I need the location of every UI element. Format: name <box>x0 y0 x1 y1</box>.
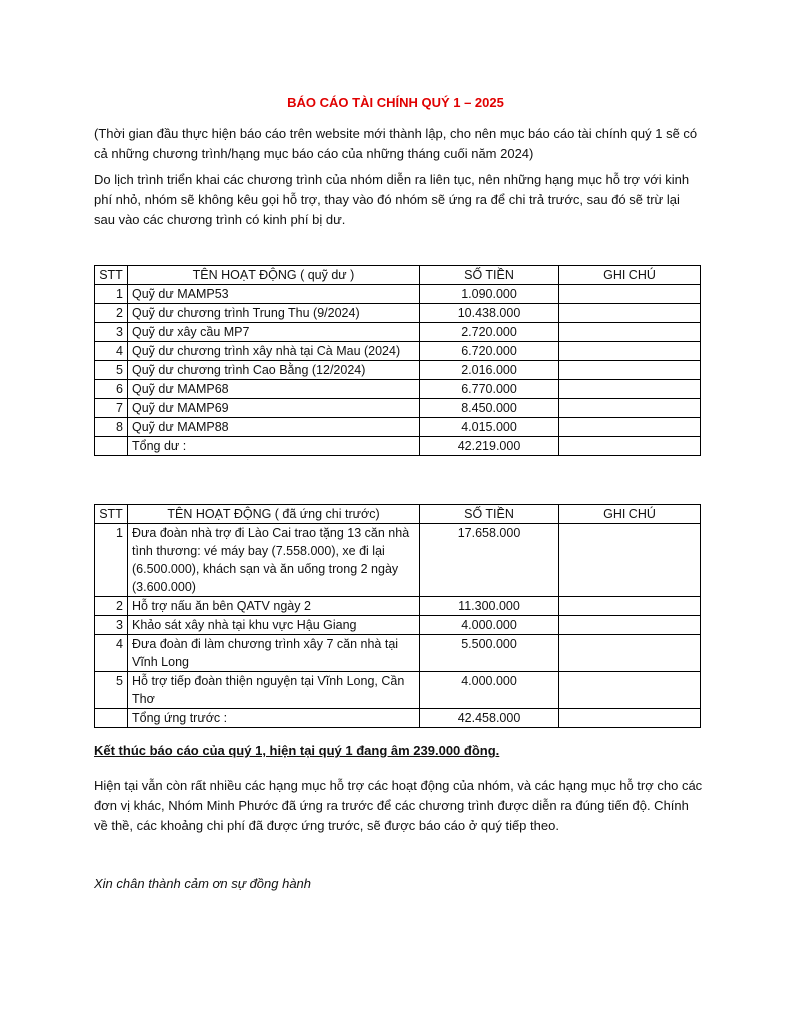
row-note <box>559 323 701 342</box>
total-amount: 42.458.000 <box>420 709 559 728</box>
row-note <box>559 285 701 304</box>
row-stt: 3 <box>95 616 128 635</box>
table-row <box>95 342 701 361</box>
table-header-row <box>95 505 701 524</box>
row-stt: 5 <box>95 672 128 709</box>
row-stt: 4 <box>95 635 128 672</box>
table-row <box>95 672 701 709</box>
row-note <box>559 361 701 380</box>
header-stt: STT <box>95 505 128 524</box>
table-row <box>95 399 701 418</box>
total-note <box>559 437 701 456</box>
table-row <box>95 323 701 342</box>
table-row <box>95 635 701 672</box>
row-amount: 6.720.000 <box>420 342 559 361</box>
row-note <box>559 418 701 437</box>
row-activity: Đưa đoàn nhà trợ đi Lào Cai trao tặng 13 căn nhà tình thương: vé máy bay (7.558.000), xe đi lại (6.500.000), khách sạn và ăn uống trong 2 ngày (3.600.000) <box>128 524 420 597</box>
surplus-table <box>94 265 701 456</box>
total-amount: 42.219.000 <box>420 437 559 456</box>
intro-note: (Thời gian đầu thực hiện báo cáo trên website mới thành lập, cho nên mục báo cáo tài chính quý 1 sẽ có cả những chương trình/hạng mục báo cáo của những tháng cuối năm 2024) <box>94 126 698 161</box>
row-note <box>559 380 701 399</box>
header-activity: TÊN HOẠT ĐỘNG ( quỹ dư ) <box>128 266 420 285</box>
row-activity: Quỹ dư MAMP53 <box>128 285 420 304</box>
row-note <box>559 616 701 635</box>
row-amount: 4.015.000 <box>420 418 559 437</box>
table-row <box>95 285 701 304</box>
row-stt: 6 <box>95 380 128 399</box>
row-amount: 17.658.000 <box>420 524 559 597</box>
row-amount: 6.770.000 <box>420 380 559 399</box>
header-amount: SỐ TIỀN <box>420 266 559 285</box>
table-row <box>95 380 701 399</box>
row-activity: Quỹ dư chương trình Trung Thu (9/2024) <box>128 304 420 323</box>
header-activity: TÊN HOẠT ĐỘNG ( đã ứng chi trước) <box>128 505 420 524</box>
row-amount: 2.016.000 <box>420 361 559 380</box>
intro-text: Do lịch trình triển khai các chương trình của nhóm diễn ra liên tục, nên những hạng mục hỗ trợ với kinh phí nhỏ, nhóm sẽ không kêu gọi hỗ trợ, thay vào đó nhóm sẽ ứng ra để chi trả trước, sau đó sẽ trừ lại sau vào các chương trình có kinh phí bị dư. <box>94 172 690 227</box>
row-stt: 1 <box>95 285 128 304</box>
row-note <box>559 304 701 323</box>
row-activity: Quỹ dư chương trình Cao Bằng (12/2024) <box>128 361 420 380</box>
row-activity: Quỹ dư MAMP69 <box>128 399 420 418</box>
total-row <box>95 709 701 728</box>
row-note <box>559 672 701 709</box>
total-stt <box>95 437 128 456</box>
report-title: BÁO CÁO TÀI CHÍNH QUÝ 1 – 2025 <box>287 95 504 110</box>
total-label: Tổng ứng trước : <box>128 709 420 728</box>
row-note <box>559 342 701 361</box>
row-activity: Đưa đoàn đi làm chương trình xây 7 căn nhà tại Vĩnh Long <box>128 635 420 672</box>
row-stt: 4 <box>95 342 128 361</box>
row-stt: 2 <box>95 304 128 323</box>
row-activity: Quỹ dư chương trình xây nhà tại Cà Mau (2024) <box>128 342 420 361</box>
table-row <box>95 361 701 380</box>
total-row <box>95 437 701 456</box>
row-activity: Khảo sát xây nhà tại khu vực Hậu Giang <box>128 616 420 635</box>
total-note <box>559 709 701 728</box>
closing-text: Hiện tại vẫn còn rất nhiều các hạng mục hỗ trợ các hoạt động của nhóm, và các hạng mục hỗ trợ cho các đơn vị khác, Nhóm Minh Phước đã ứng ra trước để các chương trình được diễn ra đúng tiến độ. Chính về thề, các khoảng chi phí đã được ứng trước, sẽ được báo cáo ở quý tiếp theo. <box>94 778 703 833</box>
table-row <box>95 418 701 437</box>
row-stt: 5 <box>95 361 128 380</box>
row-stt: 3 <box>95 323 128 342</box>
row-amount: 4.000.000 <box>420 672 559 709</box>
row-stt: 2 <box>95 597 128 616</box>
row-stt: 1 <box>95 524 128 597</box>
row-stt: 8 <box>95 418 128 437</box>
table-row <box>95 616 701 635</box>
row-amount: 2.720.000 <box>420 323 559 342</box>
total-label: Tổng dư : <box>128 437 420 456</box>
conclusion: Kết thúc báo cáo của quý 1, hiện tại quý 1 đang âm 239.000 đồng. <box>94 743 500 758</box>
row-amount: 5.500.000 <box>420 635 559 672</box>
header-amount: SỐ TIỀN <box>420 505 559 524</box>
row-amount: 10.438.000 <box>420 304 559 323</box>
row-activity: Quỹ dư MAMP88 <box>128 418 420 437</box>
header-note: GHI CHÚ <box>559 505 701 524</box>
row-stt: 7 <box>95 399 128 418</box>
row-activity: Hỗ trợ nấu ăn bên QATV ngày 2 <box>128 597 420 616</box>
table-row <box>95 597 701 616</box>
row-activity: Quỹ dư MAMP68 <box>128 380 420 399</box>
row-activity: Quỹ dư xây cầu MP7 <box>128 323 420 342</box>
row-amount: 4.000.000 <box>420 616 559 635</box>
header-stt: STT <box>95 266 128 285</box>
total-stt <box>95 709 128 728</box>
row-note <box>559 399 701 418</box>
table-row <box>95 524 701 597</box>
row-note <box>559 524 701 597</box>
header-note: GHI CHÚ <box>559 266 701 285</box>
row-note <box>559 597 701 616</box>
row-amount: 11.300.000 <box>420 597 559 616</box>
table-header-row <box>95 266 701 285</box>
row-activity: Hỗ trợ tiếp đoàn thiện nguyện tại Vĩnh Long, Cần Thơ <box>128 672 420 709</box>
row-amount: 8.450.000 <box>420 399 559 418</box>
advance-table <box>94 504 701 728</box>
row-note <box>559 635 701 672</box>
row-amount: 1.090.000 <box>420 285 559 304</box>
table-row <box>95 304 701 323</box>
thanks-note: Xin chân thành cảm ơn sự đồng hành <box>94 876 312 891</box>
